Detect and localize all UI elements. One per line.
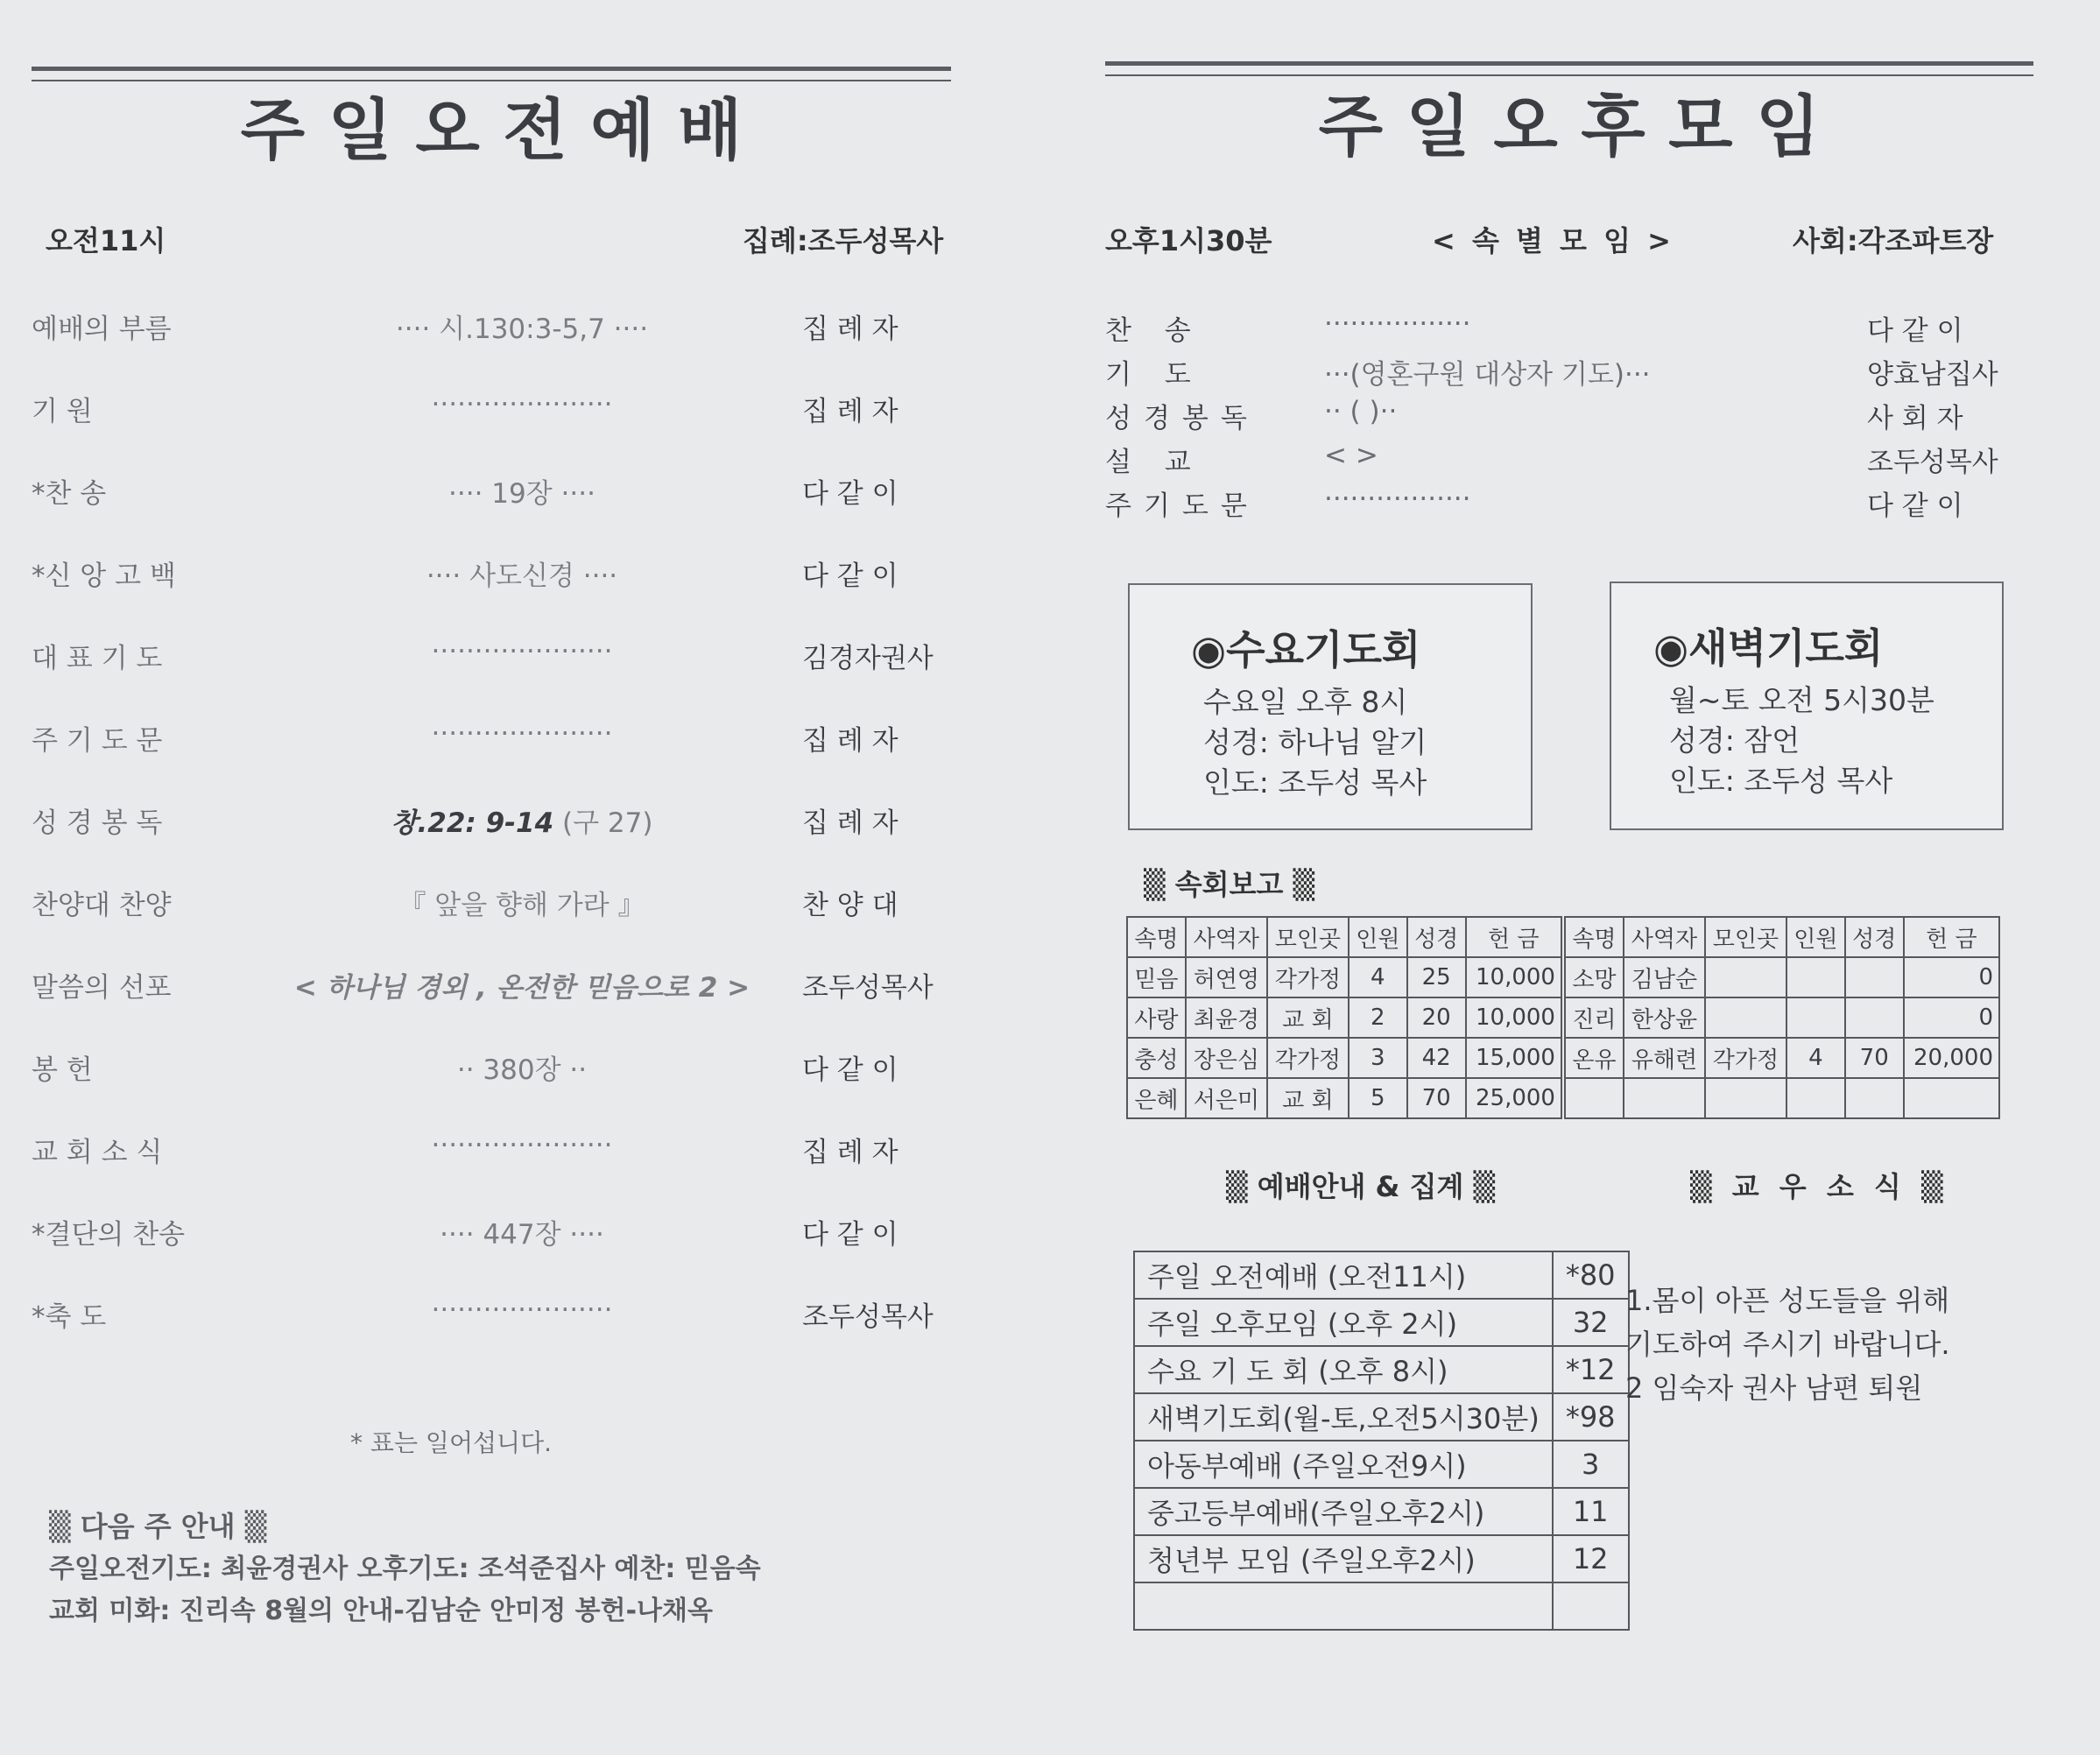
morning-title: 주 일 오 전 예 배: [240, 91, 743, 169]
afternoon-item: 기 도 ···(영혼구원 대상자 기도)··· 양효남집사: [1105, 359, 1998, 391]
afternoon-item: 성경봉독 ·· ( )·· 사 회 자: [1105, 396, 1963, 434]
news-item: 1.몸이 아픈 성도들을 위해: [1625, 1284, 1950, 1317]
table-row: 새벽기도회(월-토,오전5시30분) *98: [1134, 1393, 1629, 1441]
worship-item: 찬양대 찬양 『 앞을 향해 가라 』 찬 양 대: [32, 890, 898, 921]
next-week-line: 주일오전기도: 최윤경권사 오후기도: 조석준집사 예찬: 믿음속: [49, 1554, 761, 1584]
cell-report-table: [1126, 916, 2000, 1119]
afternoon-page: [1095, 0, 2084, 1755]
news-heading: ▒ 교 우 소 식 ▒: [1690, 1170, 1948, 1203]
table-row: 주일 오전예배 (오전11시) *80: [1134, 1251, 1629, 1299]
worship-item: 교 회 소 식 ····················· 집 례 자: [32, 1130, 898, 1168]
table-row: 사랑 최윤경 교 회 2 20 10,000 진리 한상윤 0: [1127, 997, 1999, 1038]
worship-item: *결단의 찬송 ···· 447장 ···· 다 같 이: [32, 1219, 898, 1251]
table-row: 충성 장은심 각가정 3 42 15,000 온유 유해련 각가정 4 70 20,000: [1127, 1038, 1999, 1078]
afternoon-item: 주기도문 ················· 다 같 이: [1105, 483, 1963, 522]
sermon-title: < 하나님 경외 , 온전한 믿음으로 2 >: [293, 972, 751, 1004]
worship-item: 대 표 기 도 ····················· 김경자권사: [32, 636, 934, 674]
afternoon-title: 주 일 오 후 모 임: [1318, 88, 1821, 166]
table-row: 은혜 서은미 교 회 5 70 25,000: [1127, 1078, 1999, 1118]
attendance-table: [1133, 1251, 1630, 1631]
worship-item: 성 경 봉 독 창.22: 9-14 (구 27) 집 례 자: [32, 807, 898, 839]
morning-service-page: [0, 0, 998, 1755]
table-row: 아동부예배 (주일오전9시) 3: [1134, 1441, 1629, 1488]
worship-item: 말씀의 선포 < 하나님 경외 , 온전한 믿음으로 2 > 조두성목사: [32, 958, 960, 1011]
wednesday-prayer-box: ◉수요기도회 수요일 오후 8시 성경: 하나님 알기 인도: 조두성 목사: [1128, 583, 1533, 830]
worship-item: 주 기 도 문 ····················· 집 례 자: [32, 718, 898, 757]
worship-item: *신 앙 고 백 ···· 사도신경 ···· 다 같 이: [32, 560, 898, 592]
afternoon-item: 설 교 < > 조두성목사: [1105, 440, 1998, 478]
table-row: 중고등부예배(주일오후2시) 11: [1134, 1488, 1629, 1535]
table-row: [1134, 1582, 1629, 1630]
table-row: 청년부 모임 (주일오후2시) 12: [1134, 1535, 1629, 1582]
report-heading: ▒ 속회보고 ▒: [1144, 868, 1315, 901]
worship-item: 봉 헌 ·· 380장 ·· 다 같 이: [32, 1054, 898, 1086]
table-header-row: 속명 사역자 모인곳 인원 성경 헌 금 속명 사역자 모인곳 인원 성경 헌 금: [1127, 917, 1999, 957]
afternoon-center-title: < 속 별 모 임 >: [1432, 224, 1674, 257]
afternoon-leader: 사회:각조파트장: [1793, 224, 1994, 257]
attendance-heading: ▒ 예배안내 & 집계 ▒: [1226, 1170, 1496, 1203]
morning-leader: 집례:조두성목사: [743, 224, 944, 257]
dawn-prayer-title: ◉새벽기도회: [1653, 624, 1884, 672]
worship-item: 기 원 ····················· 집 례 자: [32, 389, 898, 427]
news-item: 기도하여 주시기 바랍니다.: [1625, 1328, 1950, 1361]
worship-item: *찬 송 ···· 19장 ···· 다 같 이: [32, 478, 898, 510]
dawn-prayer-box: ◉새벽기도회 월~토 오전 5시30분 성경: 잠언 인도: 조두성 목사: [1610, 581, 2004, 830]
wednesday-prayer-title: ◉수요기도회: [1191, 626, 1421, 673]
table-row: 수요 기 도 회 (오후 8시) *12: [1134, 1346, 1629, 1393]
scripture-reference: 창.22: 9-14: [391, 807, 554, 839]
next-week-heading: ▒ 다음 주 안내 ▒: [49, 1510, 267, 1543]
table-row: 믿음 허연영 각가정 4 25 10,000 소망 김남순 0: [1127, 957, 1999, 997]
standing-note: * 표는 일어섭니다.: [350, 1428, 553, 1457]
table-row: 주일 오후모임 (오후 2시) 32: [1134, 1299, 1629, 1346]
news-item: 2 임숙자 권사 남편 퇴원: [1625, 1371, 1923, 1405]
next-week-line: 교회 미화: 진리속 8월의 안내-김남순 안미정 봉헌-나채옥: [49, 1596, 713, 1626]
afternoon-time: 오후1시30분: [1105, 224, 1272, 257]
morning-time: 오전11시: [46, 224, 166, 257]
worship-item: 예배의 부름 ···· 시.130:3-5,7 ···· 집 례 자: [32, 314, 898, 345]
afternoon-item: 찬 송 ················· 다 같 이: [1105, 308, 1963, 347]
worship-item: *축 도 ····················· 조두성목사: [32, 1294, 934, 1333]
